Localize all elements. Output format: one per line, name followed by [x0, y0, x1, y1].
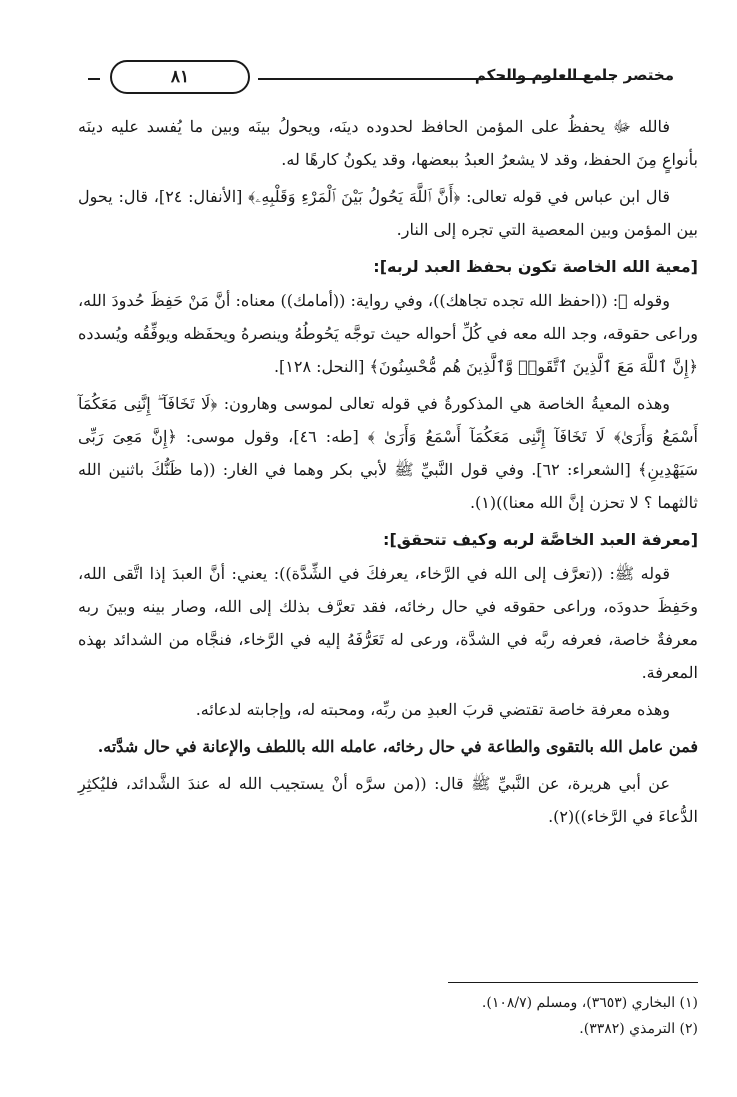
paragraph: فالله ﷻ يحفظُ على المؤمن الحافظ لحدوده دينَه، ويحولُ بينَه وبين ما يُفسد عليه دينَه بأنواعٍ مِنَ الحفظ، وقد لا يشعرُ العبدُ ببعضها، وقد يكونُ كارهًا له. [78, 117, 698, 169]
section-heading: [معرفة العبد الخاصَّة لربه وكيف تتحقق]: [383, 530, 698, 549]
footnote: (٢) الترمذي (٣٣٨٢). [579, 1021, 698, 1037]
page-header [88, 58, 696, 98]
page-body [78, 110, 698, 833]
paragraph: وهذه معرفة خاصة تقتضي قربَ العبدِ من ربِّه، ومحبته له، وإجابته لدعائه. [195, 700, 670, 719]
footnotes [78, 990, 698, 1042]
paragraph: وهذه المعيةُ الخاصة هي المذكورةُ في قوله تعالى لموسى وهارون: ﴿لَا تَخَافَآ ۖ إِنَّنِى مَعَكُمَآ أَسْمَعُ وَأَرَىٰ﴾ لَا تَخَافَآ إِنَّنِى مَعَكُمَآ أَسْمَعُ وَأَرَىٰ ﴾ [طه: ٤٦]، وقول موسى: ﴿إِنَّ مَعِىَ رَبِّى سَيَهْدِينِ﴾ [الشعراء: ٦٢]. وفي قول النَّبيِّ ﷺ لأبي بكر وهما في الغار: ((ما ظَنُّكَ باثنين الله ثالثهما ؟ لا تحزن إنَّ الله معنا))(١). [78, 394, 699, 512]
paragraph: وقوله ﷺ: ((احفظ الله تجده تجاهك))، وفي رواية: ((أمامك)) معناه: أنَّ مَنْ حَفِظَ حُدودَ الله، وراعى حقوقه، وجد الله معه في كُلِّ أحواله حيث توجَّه يَحُوطُهُ وينصرهُ ويحفَظه ويوفِّقُه ويُسدده ﴿إِنَّ ٱللَّهَ مَعَ ٱلَّذِينَ ٱتَّقَوا۟ وَّٱلَّذِينَ هُم مُّحْسِنُونَ﴾ [النحل: ١٢٨]. [78, 291, 699, 376]
footnote: (١) البخاري (٣٦٥٣)، ومسلم (١٠٨/٧). [481, 995, 698, 1011]
book-title: مختصر جامع العلوم والحكم [474, 66, 674, 84]
footnote-separator [448, 982, 698, 983]
bold-paragraph: فمن عامل الله بالتقوى والطاعة في حال رخائه، عامله الله باللطف والإعانة في حال شدَّته. [97, 737, 698, 756]
section-heading: [معية الله الخاصة تكون بحفظ العبد لربه]: [373, 257, 698, 276]
page-number: ٨١ [110, 60, 250, 94]
paragraph: قوله ﷺ: ((تعرَّف إلى الله في الرَّخاء، يعرفكَ في الشِّدَّة)): يعني: أنَّ العبدَ إذا اتَّقى الله، وحَفِظَ حدودَه، وراعى حقوقه في حال رخائه، فقد تعرَّف بذلك إلى الله، وصار بينه وبينَ ربه معرفةٌ خاصة، فعرفه ربَّه في الشدَّة، ورعى له تَعَرُّفَهُ إليه في الرَّخاء، فنجَّاه من الشدائد بهذه المعرفة. [78, 564, 698, 682]
header-rule-left [88, 78, 100, 80]
paragraph: عن أبي هريرة، عن النَّبيِّ ﷺ قال: ((من سرَّه أنْ يستجيب الله له عندَ الشَّدائد، فليُكثِرِ الدُّعاءَ في الرَّخاء))(٢). [78, 774, 698, 826]
paragraph: قال ابن عباس في قوله تعالى: ﴿أَنَّ ٱللَّهَ يَحُولُ بَيْنَ ٱلْمَرْءِ وَقَلْبِهِۦ﴾ [الأنفال: ٢٤]، قال: يحول بين المؤمن وبين المعصية التي تجره إلى النار. [78, 187, 698, 239]
